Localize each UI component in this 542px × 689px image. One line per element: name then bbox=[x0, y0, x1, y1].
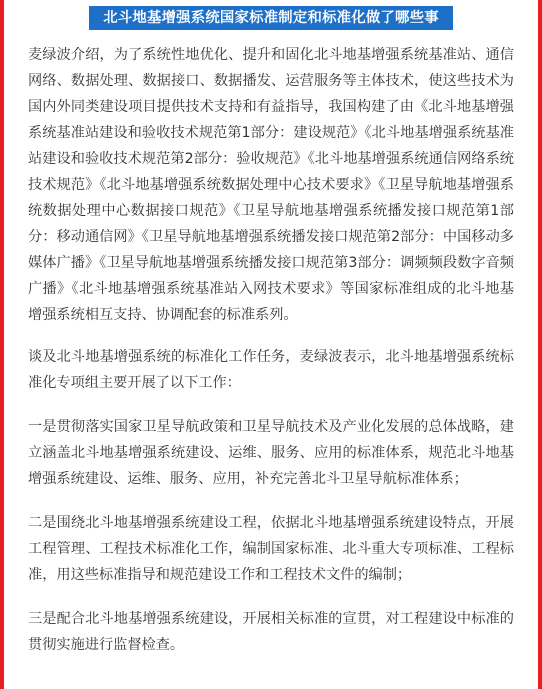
paragraph-tasks-lead: 谈及北斗地基增强系统的标准化工作任务，麦绿波表示，北斗地基增强系统标准化专项组主要开展了以下工作： bbox=[28, 349, 514, 391]
paragraph-task-3: 三是配合北斗地基增强系统建设，开展相关标准的宣贯，对工程建设中标准的贯彻实施进行监督检查。 bbox=[28, 611, 514, 653]
article-title: 北斗地基增强系统国家标准制定和标准化做了哪些事 bbox=[89, 6, 453, 30]
paragraph-task-2: 二是围绕北斗地基增强系统建设工程，依据北斗地基增强系统建设特点，开展工程管理、工程技术标准化工作，编制国家标准、北斗重大专项标准、工程标准，用这些标准指导和规范建设工作和工程技术文件的编制； bbox=[28, 515, 514, 583]
title-container bbox=[0, 6, 542, 30]
paragraph-task-1: 一是贯彻落实国家卫星导航政策和卫星导航技术及产业化发展的总体战略，建立涵盖北斗地基增强系统建设、运维、服务、应用的标准体系，规范北斗地基增强系统建设、运维、服务、应用，补充完善北斗卫星导航标准体系； bbox=[28, 419, 514, 487]
article-body bbox=[28, 42, 514, 676]
paragraph-intro: 麦绿波介绍，为了系统性地优化、提升和固化北斗地基增强系统基准站、通信网络、数据处理、数据接口、数据播发、运营服务等主体技术，使这些技术为国内外同类建设项目提供技术支持和有益指导，我国构建了由《北斗地基增强系统基准站建设和验收技术规范第1部分：建设规范》《北斗地基增强系统基准站建设和验收技术规范第2部分：验收规范》《北斗地基增强系统通信网络系统技术规范》《北斗地基增强系统数据处理中心技术要求》《卫星导航地基增强系统数据处理中心数据接口规范》《卫星导航地基增强系统播发接口规范第1部分：移动通信网》《卫星导航地基增强系统播发接口规范第2部分：中国移动多媒体广播》《卫星导航地基增强系统播发接口规范第3部分：调频频段数字音频广播》《北斗地基增强系统基准站入网技术要求》等国家标准组成的北斗地基增强系统相互支持、协调配套的标准系列。 bbox=[28, 47, 514, 323]
